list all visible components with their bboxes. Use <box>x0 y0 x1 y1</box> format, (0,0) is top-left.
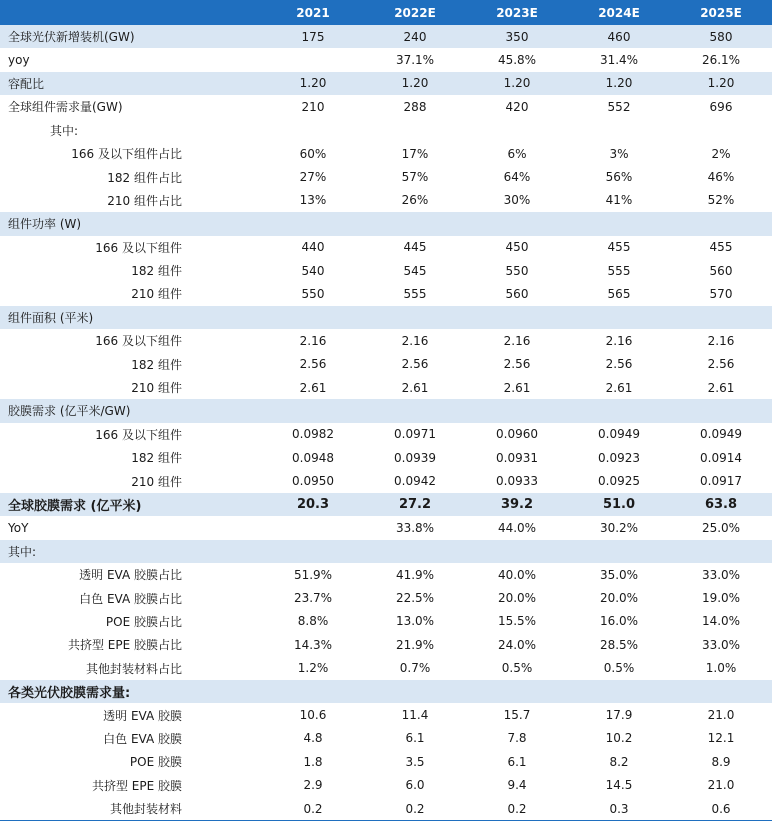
table-row <box>0 493 772 516</box>
value-cell <box>364 306 466 329</box>
value-cell <box>466 680 568 703</box>
value-cell: 20.0% <box>599 591 639 606</box>
value-cell: 13% <box>299 193 327 208</box>
row-label: POE 胶膜占比 <box>105 614 182 629</box>
value-cell: 51.0 <box>568 493 670 516</box>
value-cell: 51.9% <box>293 567 333 582</box>
value-cell: 0.2 <box>262 797 364 821</box>
value-cell: 2.9 <box>303 778 323 793</box>
row-label: 全球胶膜需求 (亿平米) <box>0 493 262 516</box>
table-row <box>0 259 772 282</box>
value-cell: 1.0% <box>705 661 737 676</box>
value-cell: 0.2 <box>364 797 466 821</box>
table-row <box>0 797 772 821</box>
value-cell: 25.0% <box>701 520 741 535</box>
value-cell: 455 <box>709 240 733 255</box>
table-row <box>0 727 772 750</box>
value-cell: 46% <box>707 170 735 185</box>
value-cell: 21.0 <box>707 778 735 793</box>
value-cell: 10.6 <box>299 708 327 723</box>
row-label: YoY <box>8 520 29 535</box>
table-row <box>0 236 772 259</box>
value-cell: 19.0% <box>701 591 741 606</box>
value-cell: 0.3 <box>568 797 670 821</box>
value-cell: 21.0 <box>707 708 735 723</box>
value-cell: 15.5% <box>497 614 537 629</box>
value-cell: 555 <box>403 286 427 301</box>
value-cell <box>568 306 670 329</box>
row-label: 182 组件 <box>131 451 182 466</box>
value-cell <box>568 399 670 422</box>
year-header: 2021 <box>262 0 364 25</box>
value-cell: 14.0% <box>701 614 741 629</box>
value-cell: 1.2% <box>297 661 329 676</box>
row-label: POE 胶膜 <box>129 755 182 770</box>
value-cell: 30.2% <box>599 520 639 535</box>
table-row <box>0 119 772 142</box>
value-cell <box>364 399 466 422</box>
value-cell: 4.8 <box>303 731 323 746</box>
value-cell: 20.3 <box>262 493 364 516</box>
value-cell: 0.0914 <box>700 450 742 465</box>
value-cell: 40.0% <box>497 567 537 582</box>
table-row <box>0 469 772 492</box>
value-cell: 26% <box>401 193 429 208</box>
table-row <box>0 423 772 446</box>
table-row <box>0 446 772 469</box>
value-cell: 17.9 <box>605 708 633 723</box>
value-cell: 0.0948 <box>292 450 334 465</box>
value-cell: 0.0949 <box>700 427 742 442</box>
value-cell <box>568 119 670 142</box>
value-cell: 2.16 <box>503 333 531 348</box>
value-cell <box>364 540 466 563</box>
value-cell: 545 <box>403 263 427 278</box>
value-cell: 445 <box>403 240 427 255</box>
value-cell <box>262 399 364 422</box>
row-label: 透明 EVA 胶膜 <box>103 708 182 723</box>
value-cell: 9.4 <box>507 778 527 793</box>
year-header: 2022E <box>364 0 466 25</box>
table-row <box>0 563 772 586</box>
value-cell: 45.8% <box>497 53 537 68</box>
table-row <box>0 633 772 656</box>
value-cell <box>262 540 364 563</box>
value-cell <box>670 680 772 703</box>
value-cell: 2.61 <box>605 380 633 395</box>
value-cell: 2.16 <box>299 333 327 348</box>
header-label-cell <box>0 0 262 25</box>
table-row <box>0 95 772 118</box>
value-cell: 41% <box>605 193 633 208</box>
value-cell: 2.16 <box>605 333 633 348</box>
value-cell: 420 <box>505 99 529 114</box>
row-label: 210 组件占比 <box>107 193 182 208</box>
value-cell: 175 <box>262 25 364 48</box>
value-cell: 44.0% <box>497 520 537 535</box>
table-row <box>0 774 772 797</box>
value-cell: 0.6 <box>670 797 772 821</box>
value-cell: 56% <box>605 170 633 185</box>
value-cell: 27% <box>299 170 327 185</box>
row-label: 其他封装材料 <box>0 797 262 821</box>
value-cell <box>670 540 772 563</box>
value-cell <box>364 680 466 703</box>
value-cell: 33.0% <box>701 567 741 582</box>
value-cell: 0.0933 <box>496 474 538 489</box>
value-cell: 14.3% <box>293 637 333 652</box>
row-label: 182 组件占比 <box>107 170 182 185</box>
table-row <box>0 680 772 703</box>
value-cell <box>670 399 772 422</box>
value-cell: 20.0% <box>497 591 537 606</box>
value-cell: 3.5 <box>405 754 425 769</box>
value-cell: 560 <box>709 263 733 278</box>
table-row <box>0 516 772 539</box>
value-cell: 28.5% <box>599 637 639 652</box>
value-cell: 30% <box>503 193 531 208</box>
value-cell: 10.2 <box>605 731 633 746</box>
value-cell <box>568 212 670 235</box>
value-cell: 0.0950 <box>292 474 334 489</box>
value-cell: 63.8 <box>670 493 772 516</box>
value-cell: 2.56 <box>605 357 633 372</box>
value-cell: 696 <box>709 99 733 114</box>
value-cell: 460 <box>568 25 670 48</box>
value-cell: 0.0923 <box>598 450 640 465</box>
row-label: 166 及以下组件 <box>95 240 182 255</box>
value-cell: 16.0% <box>599 614 639 629</box>
year-header: 2025E <box>670 0 772 25</box>
value-cell <box>568 680 670 703</box>
value-cell <box>466 399 568 422</box>
value-cell: 550 <box>301 286 325 301</box>
value-cell: 8.8% <box>297 614 329 629</box>
row-label: yoy <box>8 53 30 68</box>
value-cell: 23.7% <box>293 591 333 606</box>
row-label: 210 组件 <box>131 287 182 302</box>
value-cell <box>262 212 364 235</box>
value-cell: 33.0% <box>701 637 741 652</box>
table-row <box>0 212 772 235</box>
value-cell: 41.9% <box>395 567 435 582</box>
value-cell: 2.56 <box>707 357 735 372</box>
value-cell: 21.9% <box>395 637 435 652</box>
table-row <box>0 72 772 95</box>
value-cell <box>466 306 568 329</box>
value-cell: 57% <box>401 170 429 185</box>
row-label: 容配比 <box>0 72 262 95</box>
row-label: 白色 EVA 胶膜 <box>103 731 182 746</box>
value-cell: 2.56 <box>299 357 327 372</box>
row-label: 182 组件 <box>131 357 182 372</box>
value-cell: 14.5 <box>605 778 633 793</box>
value-cell: 37.1% <box>395 53 435 68</box>
value-cell: 12.1 <box>707 731 735 746</box>
value-cell: 455 <box>607 240 631 255</box>
value-cell: 240 <box>364 25 466 48</box>
value-cell <box>466 212 568 235</box>
row-label: 166 及以下组件 <box>95 427 182 442</box>
value-cell <box>262 516 364 539</box>
row-label: 210 组件 <box>131 474 182 489</box>
value-cell <box>466 119 568 142</box>
value-cell: 26.1% <box>701 53 741 68</box>
value-cell <box>262 306 364 329</box>
table-row <box>0 306 772 329</box>
value-cell: 2.61 <box>401 380 429 395</box>
row-label: 166 及以下组件占比 <box>71 147 182 162</box>
table-row <box>0 750 772 773</box>
value-cell: 0.0971 <box>394 427 436 442</box>
value-cell: 2.61 <box>299 380 327 395</box>
value-cell: 0.0982 <box>292 427 334 442</box>
value-cell: 540 <box>301 263 325 278</box>
value-cell: 1.20 <box>262 72 364 95</box>
value-cell: 11.4 <box>401 708 429 723</box>
value-cell: 210 <box>301 99 325 114</box>
row-label: 共挤型 EPE 胶膜 <box>91 778 182 793</box>
header-row <box>0 0 772 25</box>
value-cell: 0.0960 <box>496 427 538 442</box>
value-cell: 0.0939 <box>394 450 436 465</box>
value-cell: 1.8 <box>303 754 323 769</box>
value-cell <box>670 306 772 329</box>
row-label: 各类光伏胶膜需求量: <box>0 680 262 703</box>
value-cell: 3% <box>609 146 629 161</box>
table-row <box>0 48 772 71</box>
value-cell: 0.7% <box>399 661 431 676</box>
value-cell <box>262 680 364 703</box>
value-cell: 22.5% <box>395 591 435 606</box>
value-cell: 1.20 <box>466 72 568 95</box>
value-cell: 2% <box>711 146 731 161</box>
table-row <box>0 282 772 305</box>
table-row <box>0 165 772 188</box>
row-label: 210 组件 <box>131 381 182 396</box>
year-header: 2024E <box>568 0 670 25</box>
row-label: 全球组件需求量(GW) <box>8 100 123 115</box>
value-cell: 440 <box>301 240 325 255</box>
value-cell: 60% <box>299 146 327 161</box>
row-label: 白色 EVA 胶膜占比 <box>79 591 182 606</box>
value-cell: 550 <box>505 263 529 278</box>
value-cell: 0.5% <box>603 661 635 676</box>
table-row <box>0 610 772 633</box>
value-cell <box>466 540 568 563</box>
value-cell: 7.8 <box>507 731 527 746</box>
value-cell: 0.0931 <box>496 450 538 465</box>
value-cell: 6% <box>507 146 527 161</box>
table-row <box>0 657 772 680</box>
value-cell: 560 <box>505 286 529 301</box>
row-label: 182 组件 <box>131 264 182 279</box>
row-label: 透明 EVA 胶膜占比 <box>79 568 182 583</box>
value-cell: 8.9 <box>711 754 731 769</box>
value-cell: 35.0% <box>599 567 639 582</box>
value-cell: 27.2 <box>364 493 466 516</box>
value-cell: 15.7 <box>503 708 531 723</box>
value-cell: 565 <box>607 286 631 301</box>
value-cell: 17% <box>401 146 429 161</box>
value-cell <box>670 212 772 235</box>
value-cell: 6.0 <box>405 778 425 793</box>
value-cell <box>364 119 466 142</box>
table-row <box>0 189 772 212</box>
value-cell: 2.56 <box>503 357 531 372</box>
row-label: 共挤型 EPE 胶膜占比 <box>67 638 182 653</box>
year-header: 2023E <box>466 0 568 25</box>
table-body <box>0 25 772 821</box>
value-cell: 64% <box>503 170 531 185</box>
value-cell: 6.1 <box>405 731 425 746</box>
value-cell: 2.16 <box>707 333 735 348</box>
value-cell: 33.8% <box>395 520 435 535</box>
table-row <box>0 703 772 726</box>
value-cell: 52% <box>707 193 735 208</box>
value-cell <box>568 540 670 563</box>
table-row <box>0 329 772 352</box>
value-cell: 1.20 <box>568 72 670 95</box>
table-row <box>0 352 772 375</box>
value-cell: 31.4% <box>599 53 639 68</box>
row-label: 组件功率 (W) <box>0 212 262 235</box>
row-label: 其中: <box>0 540 262 563</box>
value-cell: 2.61 <box>707 380 735 395</box>
value-cell: 39.2 <box>466 493 568 516</box>
value-cell: 6.1 <box>507 754 527 769</box>
value-cell <box>262 119 364 142</box>
table-row <box>0 540 772 563</box>
value-cell: 8.2 <box>609 754 629 769</box>
row-label: 全球光伏新增装机(GW) <box>0 25 262 48</box>
value-cell: 570 <box>709 286 733 301</box>
value-cell: 2.16 <box>401 333 429 348</box>
row-label: 其他封装材料占比 <box>85 661 182 676</box>
value-cell <box>262 48 364 71</box>
value-cell: 0.0917 <box>700 474 742 489</box>
value-cell: 580 <box>670 25 772 48</box>
row-label: 166 及以下组件 <box>95 334 182 349</box>
value-cell: 552 <box>607 99 631 114</box>
value-cell: 450 <box>505 240 529 255</box>
value-cell: 2.56 <box>401 357 429 372</box>
value-cell <box>364 212 466 235</box>
value-cell <box>670 119 772 142</box>
table-row <box>0 376 772 399</box>
value-cell: 1.20 <box>670 72 772 95</box>
value-cell: 350 <box>466 25 568 48</box>
value-cell: 288 <box>403 99 427 114</box>
value-cell: 0.0942 <box>394 474 436 489</box>
table-row <box>0 142 772 165</box>
row-label: 组件面积 (平米) <box>0 306 262 329</box>
value-cell: 555 <box>607 263 631 278</box>
value-cell: 0.0949 <box>598 427 640 442</box>
table-row <box>0 399 772 422</box>
value-cell: 13.0% <box>395 614 435 629</box>
row-label: 胶膜需求 (亿平米/GW) <box>0 399 262 422</box>
value-cell: 0.5% <box>501 661 533 676</box>
value-cell: 1.20 <box>364 72 466 95</box>
table-row <box>0 25 772 48</box>
value-cell: 0.2 <box>466 797 568 821</box>
table-row <box>0 586 772 609</box>
value-cell: 2.61 <box>503 380 531 395</box>
value-cell: 0.0925 <box>598 474 640 489</box>
value-cell: 24.0% <box>497 637 537 652</box>
row-label: 其中: <box>50 123 79 138</box>
